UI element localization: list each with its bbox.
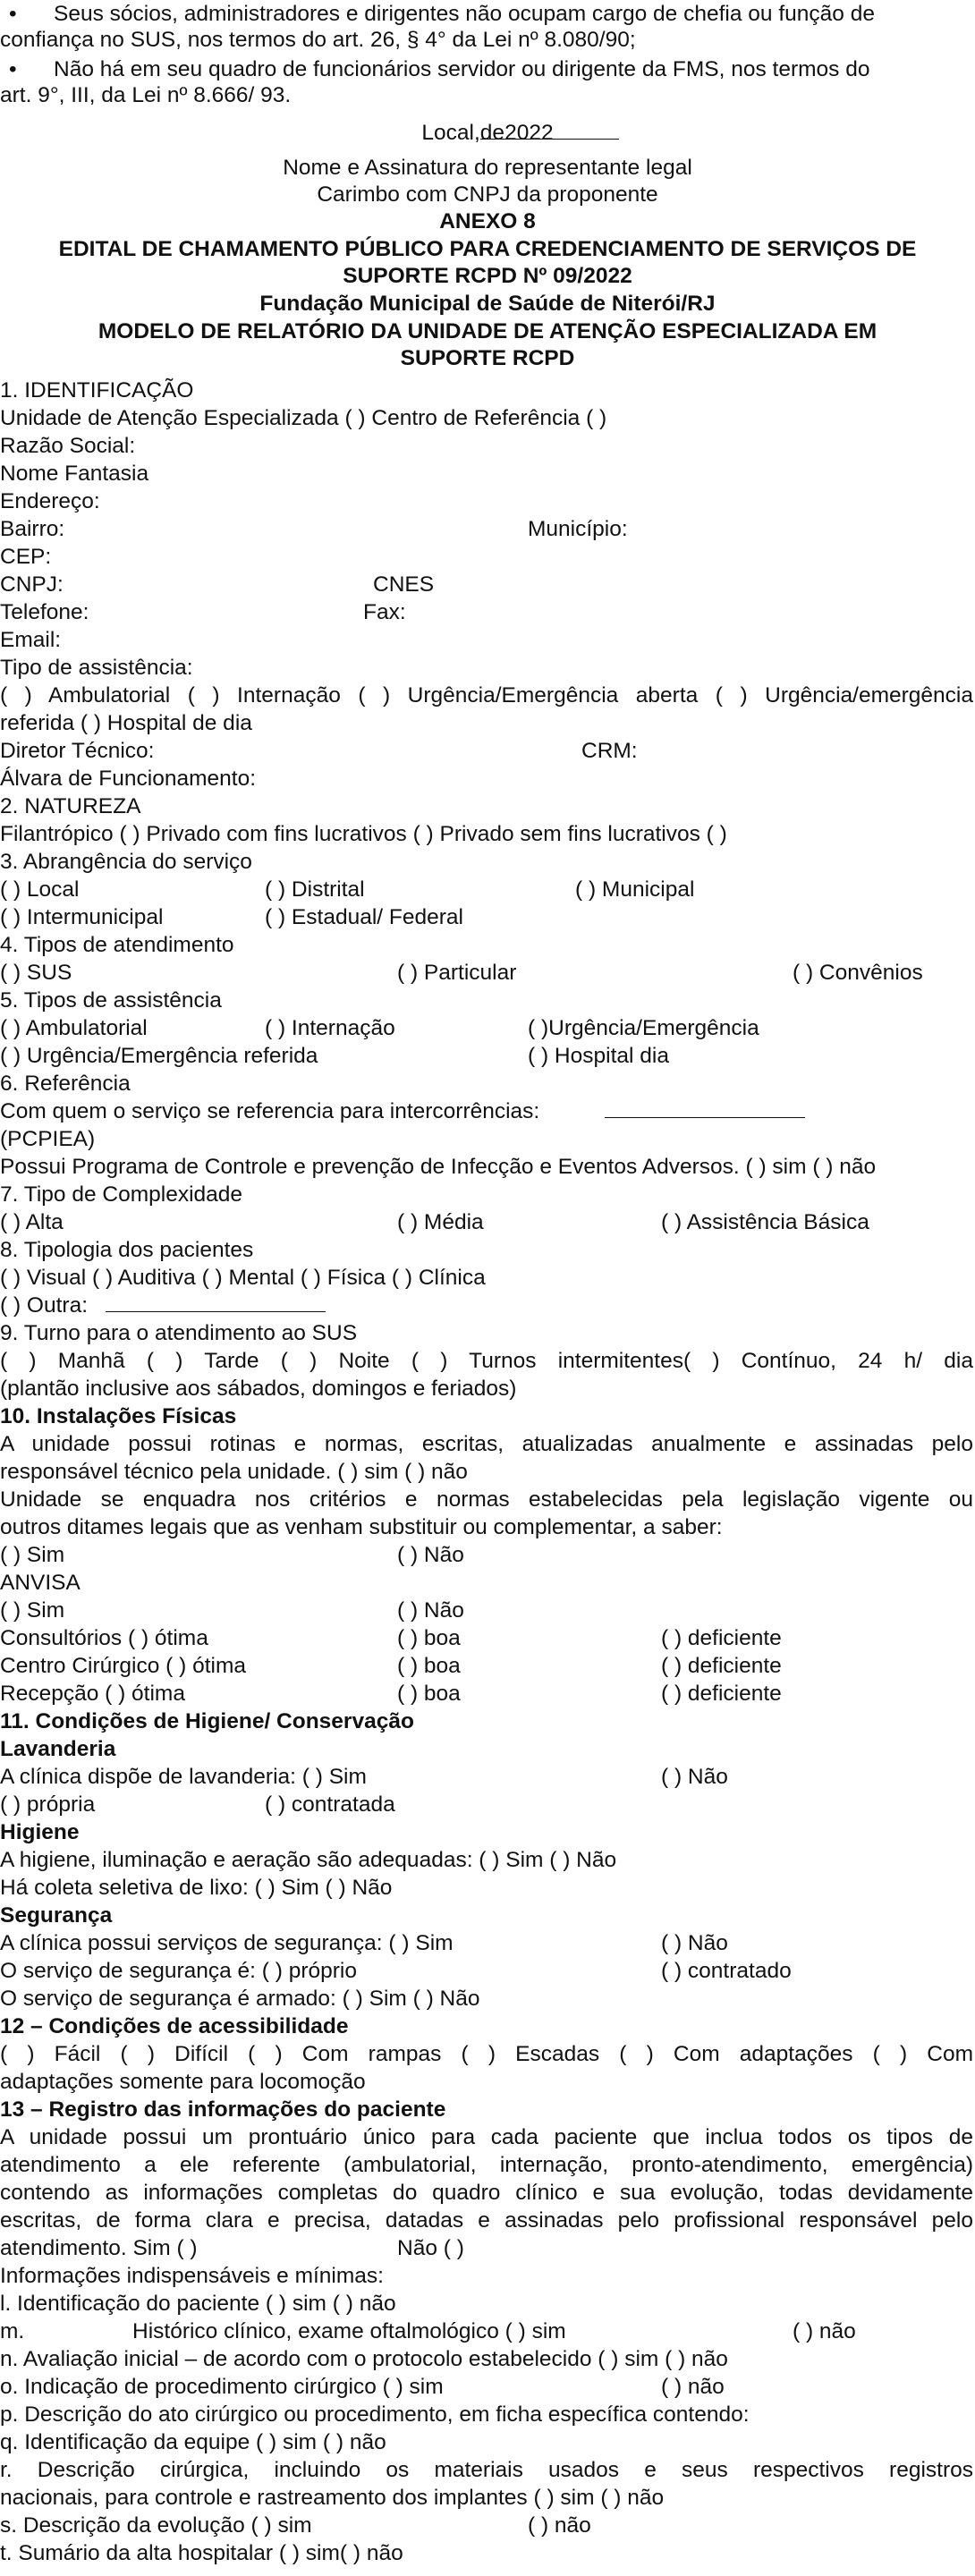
form-line xyxy=(0,2179,975,2207)
form-line-text: ( ) SUS xyxy=(0,961,72,985)
form-line-text: Possui Programa de Controle e prevenção de Infecção e Eventos Adversos. ( ) sim ( ) não xyxy=(0,1155,877,1179)
form-line xyxy=(0,377,975,404)
form-line xyxy=(0,2456,975,2484)
form-line-text: CNPJ: xyxy=(0,572,64,597)
form-line xyxy=(0,1014,975,1042)
form-line xyxy=(0,598,975,626)
form-line xyxy=(0,1264,975,1292)
month-blank xyxy=(504,119,619,140)
form-line-text: 6. Referência xyxy=(0,1072,131,1096)
signature-stamp-line: Carimbo com CNPJ da proponente xyxy=(317,182,658,207)
form-line xyxy=(0,737,975,765)
form-line-text: A clínica dispõe de lavanderia: ( ) Sim xyxy=(0,1765,367,1789)
form-line-text: ( ) Urgência/Emergência referida xyxy=(0,1044,318,1068)
form-line xyxy=(0,709,975,737)
form-line-text: 13 – Registro das informações do paciente xyxy=(0,2097,446,2122)
form-line xyxy=(0,959,975,987)
form-line-text: ( ) Alta xyxy=(0,1210,64,1234)
form-line xyxy=(0,1097,975,1125)
form-line xyxy=(0,2207,975,2234)
fill-blank xyxy=(605,1097,805,1118)
form-line-text: Higiene xyxy=(0,1820,80,1844)
form-line-text: Tipo de assistência: xyxy=(0,656,193,680)
form-line-text: Diretor Técnico: xyxy=(0,739,155,763)
form-line-text: ( ) Estadual/ Federal xyxy=(265,905,463,929)
form-line xyxy=(0,2318,975,2345)
form-line-text: Município: xyxy=(528,517,628,541)
form-line-text: s. Descrição da evolução ( ) sim xyxy=(0,2513,312,2538)
form-line-text: ( ) Sim xyxy=(0,1598,65,1623)
form-line-text: O serviço de segurança é armado: ( ) Sim ( ) Não xyxy=(0,1987,480,2011)
form-line-text: 9. Turno para o atendimento ao SUS xyxy=(0,1321,358,1345)
form-line xyxy=(0,2401,975,2428)
form-line-text: ( ) Internação xyxy=(265,1016,395,1040)
form-line-text: A unidade possui rotinas e normas, escritas, atualizadas anualmente e assinadas pelo xyxy=(0,1432,973,1456)
form-line-text: adaptações somente para locomoção xyxy=(0,2070,366,2094)
form-line-text: 1. IDENTIFICAÇÃO xyxy=(0,378,194,402)
form-line-text: ( ) Assistência Básica xyxy=(661,1210,869,1234)
form-line-text: A unidade possui um prontuário único para cada paciente que inclua todos os tipos de xyxy=(0,2125,973,2149)
form-line xyxy=(0,1569,975,1597)
form-line-text: Não ( ) xyxy=(397,2236,464,2260)
form-line xyxy=(0,1818,975,1846)
form-line xyxy=(0,1929,975,1957)
form-line xyxy=(0,903,975,931)
bullet-text-cont: art. 9°, III, da Lei nº 8.666/ 93. xyxy=(0,83,292,107)
form-line-text: Informações indispensáveis e mínimas: xyxy=(0,2264,384,2288)
bullet-text-cont: confiança no SUS, nos termos do art. 26, § 4° da Lei nº 8.080/90; xyxy=(0,28,636,52)
form-line xyxy=(0,1153,975,1181)
form-line-text: nacionais, para controle e rastreamento dos implantes ( ) sim ( ) não xyxy=(0,2486,665,2510)
form-line-text: l. Identificação do paciente ( ) sim ( ) não xyxy=(0,2292,396,2316)
form-line xyxy=(0,1319,975,1347)
form-line xyxy=(0,792,975,820)
form-line-text: ( ) não xyxy=(661,2375,725,2399)
form-line xyxy=(0,820,975,848)
form-line-text: 7. Tipo de Complexidade xyxy=(0,1182,243,1207)
form-line-text: Segurança xyxy=(0,1903,113,1928)
form-line-text: ( ) Ambulatorial ( ) Internação ( ) Urgência/Emergência aberta ( ) Urgência/emergência xyxy=(0,683,973,708)
form-line xyxy=(0,682,975,709)
form-line-text: 4. Tipos de atendimento xyxy=(0,933,234,957)
form-line-text: 10. Instalações Físicas xyxy=(0,1404,237,1428)
form-line-text: n. Avaliação inicial – de acordo com o protocolo estabelecido ( ) sim ( ) não xyxy=(0,2347,728,2371)
form-line xyxy=(0,2123,975,2151)
form-line xyxy=(0,1707,975,1735)
form-line-text: ( ) boa xyxy=(397,1654,461,1678)
form-line-text: 11. Condições de Higiene/ Conservação xyxy=(0,1709,414,1733)
signature-local-line xyxy=(0,119,975,147)
form-line-text: ( ) Média xyxy=(397,1210,484,1234)
form-line xyxy=(0,987,975,1014)
form-line-text: Histórico clínico, exame oftalmológico ( ) sim xyxy=(132,2319,566,2343)
form-line xyxy=(0,1486,975,1513)
form-line-text: (plantão inclusive aos sábados, domingos e feriados) xyxy=(0,1377,517,1401)
form-line-text: Nome Fantasia xyxy=(0,462,149,486)
form-line-text: ( ) Distrital xyxy=(265,877,365,902)
form-line-text: Bairro: xyxy=(0,517,65,541)
form-line xyxy=(0,765,975,792)
form-line xyxy=(0,432,975,460)
form-line xyxy=(0,460,975,487)
form-line-text: A clínica possui serviços de segurança: ( ) Sim xyxy=(0,1931,454,1955)
form-line xyxy=(0,2373,975,2401)
form-line xyxy=(0,515,975,543)
annex-label: ANEXO 8 xyxy=(439,209,536,233)
form-line-text: escritas, de forma clara e precisa, datadas e assinadas pelo profissional responsável pelo xyxy=(0,2208,973,2233)
form-line-text: ( ) Não xyxy=(397,1543,464,1567)
form-line-text: Razão Social: xyxy=(0,434,136,458)
form-line-text: ( ) Hospital dia xyxy=(528,1044,669,1068)
form-line-text: CNES xyxy=(373,572,435,597)
local-label: Local, xyxy=(421,121,480,145)
form-line-text: ANVISA xyxy=(0,1571,81,1595)
form-line-text: m. xyxy=(0,2319,25,2343)
annex-title-1: EDITAL DE CHAMAMENTO PÚBLICO PARA CREDENCIAMENTO DE SERVIÇOS DE xyxy=(58,237,917,261)
form-line-text: responsável técnico pela unidade. ( ) sim ( ) não xyxy=(0,1460,468,1484)
form-line-text: Unidade de Atenção Especializada ( ) Centro de Referência ( ) xyxy=(0,406,607,430)
form-line xyxy=(0,1208,975,1236)
form-line xyxy=(0,2151,975,2179)
form-line xyxy=(0,2512,975,2539)
form-line-text: ( ) Outra: xyxy=(0,1293,89,1318)
form-line-text: ( )Urgência/Emergência xyxy=(528,1016,759,1040)
form-line-text: t. Sumário da alta hospitalar ( ) sim( ) não xyxy=(0,2541,403,2565)
bullet-line-1-cont xyxy=(0,26,975,54)
form-line xyxy=(0,2345,975,2373)
form-line xyxy=(0,2234,975,2262)
signature-name-line: Nome e Assinatura do representante legal xyxy=(283,156,692,180)
form-line xyxy=(0,1846,975,1874)
form-line-text: ( ) própria xyxy=(0,1792,96,1817)
local-year: 2022 xyxy=(504,121,554,145)
form-line-text: ( ) deficiente xyxy=(661,1626,782,1650)
annex-model-2: SUPORTE RCPD xyxy=(400,346,575,370)
form-line xyxy=(0,2428,975,2456)
form-line-text: 3. Abrangência do serviço xyxy=(0,850,252,874)
form-line xyxy=(0,571,975,598)
form-line-text: atendimento a ele referente (ambulatorial, internação, pronto-atendimento, emergência) xyxy=(0,2153,973,2177)
form-line-text: referida ( ) Hospital de dia xyxy=(0,711,252,735)
bullet-text: Seus sócios, administradores e dirigentes não ocupam cargo de chefia ou função de xyxy=(54,2,875,26)
form-line-text: Com quem o serviço se referencia para intercorrências: xyxy=(0,1099,540,1123)
form-line-text: Telefone: xyxy=(0,600,89,624)
form-line xyxy=(0,1402,975,1430)
form-line-text: ( ) Municipal xyxy=(575,877,695,902)
annex-model-1: MODELO DE RELATÓRIO DA UNIDADE DE ATENÇÃO ESPECIALIZADA EM xyxy=(98,319,878,343)
bullet-marker: • xyxy=(9,2,17,26)
fill-blank xyxy=(106,1292,326,1312)
bullet-text: Não há em seu quadro de funcionários servidor ou dirigente da FMS, nos termos do xyxy=(54,57,870,81)
form-line-text: ( ) Sim xyxy=(0,1543,65,1567)
form-line-text: Álvara de Funcionamento: xyxy=(0,767,256,791)
form-line xyxy=(0,1652,975,1680)
form-line xyxy=(0,487,975,515)
form-line-text: (PCPIEA) xyxy=(0,1127,96,1151)
form-line-text: CEP: xyxy=(0,545,52,569)
form-line-text: 5. Tipos de assistência xyxy=(0,988,222,1013)
form-line-text: ( ) não xyxy=(793,2319,856,2343)
form-line xyxy=(0,1430,975,1458)
local-de: de xyxy=(479,121,505,145)
form-line-text: o. Indicação de procedimento cirúrgico ( ) sim xyxy=(0,2375,444,2399)
form-line-text: q. Identificação da equipe ( ) sim ( ) não xyxy=(0,2430,386,2454)
form-line-text: ( ) Particular xyxy=(397,961,517,985)
form-line-text: Há coleta seletiva de lixo: ( ) Sim ( ) Não xyxy=(0,1876,393,1900)
form-line xyxy=(0,1070,975,1097)
form-line-text: ( ) boa xyxy=(397,1682,461,1706)
form-line-text: Email: xyxy=(0,628,62,652)
form-line-text: ( ) Não xyxy=(661,1765,728,1789)
annex-title-2: SUPORTE RCPD Nº 09/2022 xyxy=(343,264,632,288)
form-line xyxy=(0,543,975,571)
form-line xyxy=(0,931,975,959)
form-line xyxy=(0,1791,975,1818)
form-line xyxy=(0,2068,975,2096)
form-line xyxy=(0,1458,975,1486)
bullet-line-1 xyxy=(0,0,975,28)
form-line xyxy=(0,1735,975,1763)
form-line xyxy=(0,1763,975,1791)
form-line-text: atendimento. Sim ( ) xyxy=(0,2236,198,2260)
form-line xyxy=(0,1957,975,1985)
form-line xyxy=(0,1874,975,1902)
form-line xyxy=(0,1541,975,1569)
form-line xyxy=(0,2290,975,2318)
form-line xyxy=(0,1597,975,1624)
form-line-text: ( ) Visual ( ) Auditiva ( ) Mental ( ) Física ( ) Clínica xyxy=(0,1266,486,1290)
form-line-text: contendo as informações completas do quadro clínico e sua evolução, todas devidamente xyxy=(0,2181,973,2205)
form-line xyxy=(0,2012,975,2040)
form-line xyxy=(0,2484,975,2512)
form-line-text: ( ) Fácil ( ) Difícil ( ) Com rampas ( ) Escadas ( ) Com adaptações ( ) Com xyxy=(0,2042,973,2066)
form-line-text: ( ) Convênios xyxy=(793,961,923,985)
form-line xyxy=(0,876,975,903)
form-line-text: ( ) contratado xyxy=(661,1959,792,1983)
form-line-text: ( ) não xyxy=(528,2513,591,2538)
form-line xyxy=(0,848,975,876)
form-line xyxy=(0,1624,975,1652)
form-line-text: Centro Cirúrgico ( ) ótima xyxy=(0,1654,247,1678)
form-line xyxy=(0,1985,975,2012)
form-line xyxy=(0,1181,975,1208)
form-line xyxy=(0,1236,975,1264)
form-line xyxy=(0,2539,975,2567)
form-line-text: CRM: xyxy=(581,739,638,763)
form-line-text: Consultórios ( ) ótima xyxy=(0,1626,208,1650)
form-line-text: Filantrópico ( ) Privado com fins lucrativos ( ) Privado sem fins lucrativos ( ) xyxy=(0,822,727,846)
form-line-text: ( ) contratada xyxy=(265,1792,395,1817)
form-line-text: ( ) Manhã ( ) Tarde ( ) Noite ( ) Turnos intermitentes( ) Contínuo, 24 h/ dia xyxy=(0,1349,973,1373)
form-line xyxy=(0,1042,975,1070)
form-line-text: Fax: xyxy=(363,600,406,624)
form-line-text: 12 – Condições de acessibilidade xyxy=(0,2014,349,2038)
form-line xyxy=(0,654,975,682)
form-line xyxy=(0,1125,975,1153)
form-line xyxy=(0,1347,975,1375)
bullet-line-2 xyxy=(0,55,975,83)
form-line-text: ( ) Ambulatorial xyxy=(0,1016,148,1040)
form-line-text: ( ) boa xyxy=(397,1626,461,1650)
form-line-text: ( ) deficiente xyxy=(661,1654,782,1678)
form-line-text: ( ) Não xyxy=(661,1931,728,1955)
form-line-text: Recepção ( ) ótima xyxy=(0,1682,185,1706)
form-line xyxy=(0,1513,975,1541)
form-line-text: p. Descrição do ato cirúrgico ou procedimento, em ficha específica contendo: xyxy=(0,2402,750,2427)
form-line-text: 8. Tipologia dos pacientes xyxy=(0,1238,254,1262)
form-line xyxy=(0,1375,975,1402)
annex-org: Fundação Municipal de Saúde de Niterói/RJ xyxy=(259,292,716,316)
form-line-text: r. Descrição cirúrgica, incluindo os materiais usados e seus respectivos registros xyxy=(0,2458,973,2482)
form-line-text: O serviço de segurança é: ( ) próprio xyxy=(0,1959,357,1983)
form-line-text: Unidade se enquadra nos critérios e normas estabelecidas pela legislação vigente ou xyxy=(0,1487,973,1512)
bullet-marker: • xyxy=(9,57,17,81)
form-line-text: A higiene, iluminação e aeração são adequadas: ( ) Sim ( ) Não xyxy=(0,1848,617,1872)
form-line xyxy=(0,2040,975,2068)
form-line-text: ( ) deficiente xyxy=(661,1682,782,1706)
form-line xyxy=(0,1680,975,1707)
form-line-text: ( ) Local xyxy=(0,877,80,902)
form-line-text: Endereço: xyxy=(0,489,100,513)
form-line-text: outros ditames legais que as venham substituir ou complementar, a saber: xyxy=(0,1515,723,1539)
form-line-text: ( ) Não xyxy=(397,1598,464,1623)
bullet-line-2-cont xyxy=(0,81,975,109)
form-line-text: ( ) Intermunicipal xyxy=(0,905,164,929)
form-line xyxy=(0,2262,975,2290)
form-line xyxy=(0,404,975,432)
form-line-text: 2. NATUREZA xyxy=(0,794,141,818)
form-line xyxy=(0,1292,975,1319)
form-line xyxy=(0,2096,975,2123)
form-line xyxy=(0,1902,975,1929)
form-line-text: Lavanderia xyxy=(0,1737,116,1761)
form-line xyxy=(0,626,975,654)
